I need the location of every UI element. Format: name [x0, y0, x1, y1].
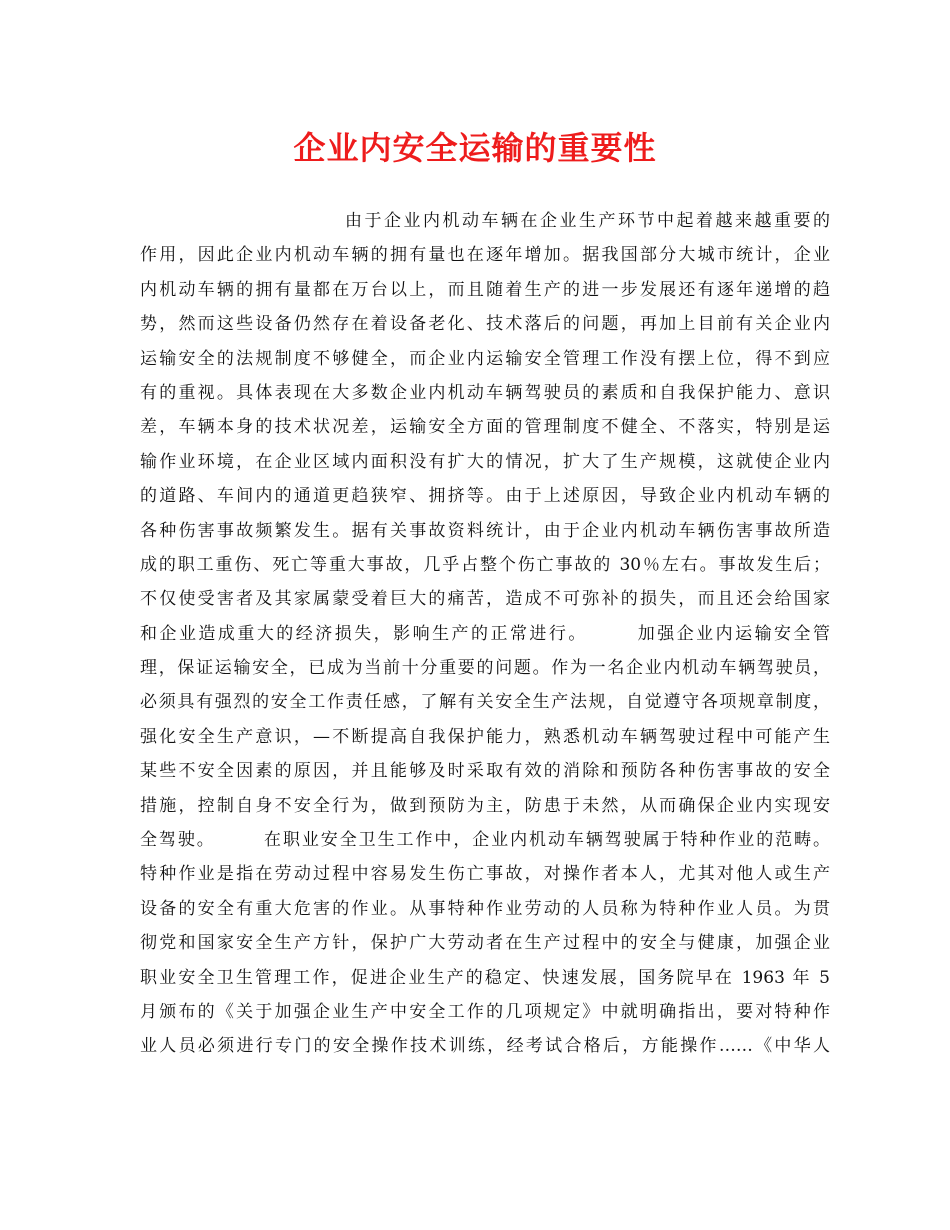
paragraph-line: 强化安全生产意识，—不断提高自我保护能力，熟悉机动车辆驾驶过程中可能产生 — [140, 726, 830, 747]
document-title: 企业内安全运输的重要性 — [293, 129, 657, 167]
paragraph-line: 特种作业是指在劳动过程中容易发生伤亡事故，对操作者本人，尤其对他人或生产 — [140, 864, 830, 885]
document-body — [140, 204, 830, 1064]
paragraph-line: 设备的安全有重大危害的作业。从事特种作业劳动的人员称为特种作业人员。为贯 — [140, 898, 830, 919]
paragraph-line: 内机动车辆的拥有量都在万台以上，而且随着生产的进一步发展还有逐年递增的趋 — [140, 279, 830, 300]
paragraph-line: 由于企业内机动车辆在企业生产环节中起着越来越重要的 — [345, 211, 830, 231]
paragraph-line: 全驾驶。 在职业安全卫生工作中，企业内机动车辆驾驶属于特种作业的范畴。 — [140, 830, 830, 851]
paragraph-line: 职业安全卫生管理工作，促进企业生产的稳定、快速发展，国务院早在 1963 年 5 — [140, 967, 830, 988]
paragraph-line: 彻党和国家安全生产方针，保护广大劳动者在生产过程中的安全与健康，加强企业 — [140, 933, 830, 954]
paragraph-line: 势，然而这些设备仍然存在着设备老化、技术落后的问题，再加上目前有关企业内 — [140, 314, 830, 335]
paragraph-line: 某些不安全因素的原因，并且能够及时采取有效的消除和预防各种伤害事故的安全 — [140, 761, 830, 782]
paragraph-line: 和企业造成重大的经济损失，影响生产的正常进行。 加强企业内运输安全管 — [140, 623, 830, 644]
paragraph-line: 措施，控制自身不安全行为，做到预防为主，防患于未然，从而确保企业内实现安 — [140, 795, 830, 816]
paragraph-line: 有的重视。具体表现在大多数企业内机动车辆驾驶员的素质和自我保护能力、意识 — [140, 382, 830, 403]
paragraph-line: 不仅使受害者及其家属蒙受着巨大的痛苦，造成不可弥补的损失，而且还会给国家 — [140, 589, 830, 610]
paragraph-line: 的道路、车间内的通道更趋狭窄、拥挤等。由于上述原因，导致企业内机动车辆的 — [140, 486, 830, 507]
paragraph-line: 月颁布的《关于加强企业生产中安全工作的几项规定》中就明确指出，要对特种作 — [140, 1001, 830, 1022]
paragraph-line: 各种伤害事故频繁发生。据有关事故资料统计，由于企业内机动车辆伤害事故所造 — [140, 520, 830, 541]
paragraph-line: 差，车辆本身的技术状况差，运输安全方面的管理制度不健全、不落实，特别是运 — [140, 417, 830, 438]
paragraph-line: 必须具有强烈的安全工作责任感，了解有关安全生产法规，自觉遵守各项规章制度， — [140, 692, 830, 713]
paragraph-line: 运输安全的法规制度不够健全，而企业内运输安全管理工作没有摆上位，得不到应 — [140, 348, 830, 369]
paragraph-line: 作用，因此企业内机动车辆的拥有量也在逐年增加。据我国部分大城市统计，企业 — [140, 245, 830, 266]
paragraph-line: 理，保证运输安全，已成为当前十分重要的问题。作为一名企业内机动车辆驾驶员， — [140, 658, 830, 679]
paragraph-line: 成的职工重伤、死亡等重大事故，几乎占整个伤亡事故的 30％左右。事故发生后； — [140, 554, 830, 575]
paragraph-line: 业人员必须进行专门的安全操作技术训练，经考试合格后，方能操作……《中华人 — [140, 1036, 830, 1057]
paragraph-line: 输作业环境，在企业区域内面积没有扩大的情况，扩大了生产规模，这就使企业内 — [140, 451, 830, 472]
